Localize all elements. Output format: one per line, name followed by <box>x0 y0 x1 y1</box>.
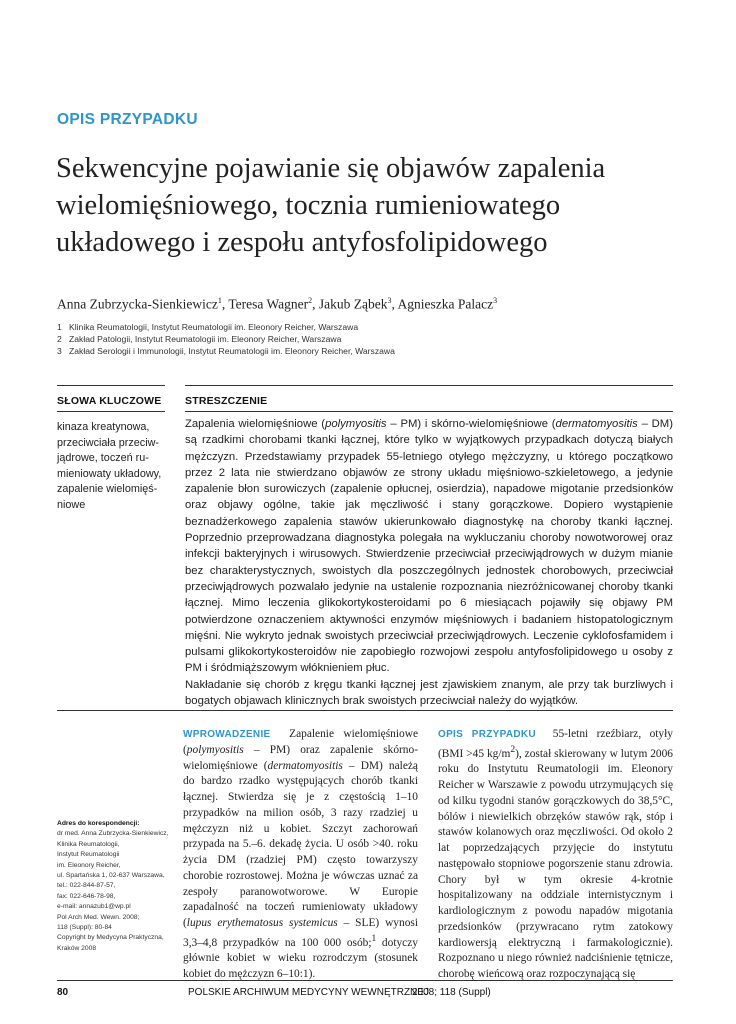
body-text: ), został skierowany w lutym 2006 roku do Instytutu Reumatologii im. Eleonory Reicher w Warszawie z powodu utrzymujących się od kilku tygodni stanów gorączkowych do 38,5°C, bólów i niewielkich obrzęków stawów rąk, stóp i stawów kolanowych oraz męczliwości. Od około 2 lat poprzedzających przyjęcie do instytutu następowało stopniowe pogorszenie stanu zdrowia. Chory był w tym okresie 4-krotnie hospitalizowany na oddziale internistycznym i kardiologicznym z powodu napadów migotania przedsionków (przywracano rytm zatokowy kardiowersją elektryczną i farmakologicznie). Rozpoznano u niego również nadciśnienie tętnicze, chorobę wieńcową oraz rozpoczynającą się <box>438 747 673 981</box>
correspondence-email: e-mail: annazub1@wp.pl <box>57 903 131 911</box>
keyword-line: niowe <box>57 498 86 511</box>
section-label: OPIS PRZYPADKU <box>57 111 198 128</box>
correspondence-line: dr med. Anna Zubrzycka-Sienkiewicz, <box>57 830 169 838</box>
footer-rule <box>57 980 673 981</box>
abstract-text: Zapalenia wielomięśniowe ( <box>185 418 326 430</box>
author-list: Anna Zubrzycka-Sienkiewicz$^1$, Teresa Wagner$^2$, Jakub Ząbek$^3$, Agnieszka Palacz$^3$ <box>57 296 498 312</box>
abstract-heading: STRESZCZENIE <box>185 395 268 407</box>
case-report-column <box>438 727 673 983</box>
affiliation-item <box>57 345 395 357</box>
affiliation-item <box>57 321 395 333</box>
case-report-heading: OPIS PRZYPADKU <box>438 729 536 740</box>
introduction-column <box>183 727 418 983</box>
correspondence-block <box>57 819 169 954</box>
abstract-bottom-rule <box>57 710 673 711</box>
author-name: Jakub Ząbek <box>318 296 388 312</box>
author-affiliation-mark: 3 <box>387 296 392 305</box>
author-name: Agnieszka Palacz <box>397 296 494 312</box>
keywords-list <box>57 420 165 514</box>
citation-mark: 1 <box>371 933 377 944</box>
correspondence-line: Klinika Reumatologii, <box>57 840 120 848</box>
affiliation-number: 2 <box>57 334 62 345</box>
correspondence-heading: Adres do korespondencji: <box>57 820 140 827</box>
abstract-top-rule <box>185 385 673 386</box>
affiliation-text: Zakład Patologii, Instytut Reumatologii im. Eleonory Reicher, Warszawa <box>69 334 342 345</box>
correspondence-line: tel.: 022-844-87-57, <box>57 882 116 890</box>
superscript: 2 <box>510 744 516 755</box>
body-text: – PM) oraz zapalenie skórno-wielomięśniowe ( <box>183 743 418 772</box>
keyword-line: jądrowe, toczeń ru- <box>57 452 149 465</box>
author-name: Teresa Wagner <box>228 296 309 312</box>
body-text: dotyczy głównie kobiet w wieku rozrodczym (stosunek kobiet do mężczyzn 6–10:1). <box>183 936 418 981</box>
abstract-body <box>185 416 673 709</box>
abstract-text: – PM) i skórno-wielomięśniowe ( <box>386 418 556 430</box>
correspondence-line: fax: 022-646-78-98, <box>57 892 116 900</box>
keyword-line: zapalenie wielomięś- <box>57 483 158 496</box>
page-number: 80 <box>57 987 69 998</box>
keywords-top-rule <box>57 385 165 386</box>
correspondence-line: Kraków 2008 <box>57 944 97 952</box>
correspondence-line: ul. Spartańska 1, 02-637 Warszawa, <box>57 872 165 880</box>
affiliation-number: 3 <box>57 346 62 357</box>
affiliation-item <box>57 333 395 345</box>
affiliation-list <box>57 321 395 358</box>
journal-name: POLSKIE ARCHIWUM MEDYCYNY WEWNĘTRZNEJ <box>188 987 429 998</box>
author-affiliation-mark: 3 <box>493 296 498 305</box>
correspondence-line: 118 (Suppl): 80-84 <box>57 924 112 932</box>
journal-issue: 2008; 118 (Suppl) <box>412 987 491 998</box>
abstract-term: polymyositis <box>325 418 387 430</box>
introduction-heading: WPROWADZENIE <box>183 729 271 740</box>
affiliation-text: Klinika Reumatologii, Instytut Reumatologii im. Eleonory Reicher, Warszawa <box>69 322 359 332</box>
body-text: – SLE) wynosi 3,3–4,8 przypadków na 100 000 osób; <box>183 917 418 949</box>
abstract-paragraph: Nakładanie się chorób z kręgu tkanki łącznej jest zjawiskiem znanym, ale przy tak burzliwych i bogatych objawach klinicznych brak swoistych przeciwciał należy do wyjątków. <box>185 678 673 708</box>
affiliation-text: Zakład Serologii i Immunologii, Instytut Reumatologii im. Eleonory Reicher, Warszawa <box>69 346 395 357</box>
keywords-heading: SŁOWA KLUCZOWE <box>57 395 162 407</box>
abstract-paragraph <box>185 416 673 677</box>
correspondence-line: Copyright by Medycyna Praktyczna, <box>57 934 164 942</box>
body-term: dermatomyositis <box>267 759 343 772</box>
abstract-term: dermatomyositis <box>555 418 638 430</box>
body-text: – DM) należą do bardzo rzadko występujących chorób tkanki łącznej. Stwierdza się je z częstością 1–10 przypadków na milion osób, 3 razy rzadziej u mężczyzn niż u kobiet. Szczyt zachorowań przypada na 5.–6. dekadę życia. U osób >40. roku życia DM (rzadziej PM) często towarzyszy chorobie rozrostowej. Można je wówczas uznać za zespoły paranowotworowe. W Europie zapadalność na toczeń rumieniowaty układowy ( <box>183 759 418 929</box>
affiliation-number: 1 <box>57 322 62 332</box>
author-affiliation-mark: 1 <box>217 296 222 305</box>
body-term: polymyositis <box>186 743 244 756</box>
body-text: Zapalenie wielomięśniowe ( <box>183 728 418 756</box>
correspondence-line: Instytut Reumatologii <box>57 851 120 859</box>
correspondence-line: Pol Arch Med. Wewn. 2008; <box>57 913 140 921</box>
keyword-line: mieniowaty układowy, <box>57 467 162 480</box>
keyword-line: przeciwciała przeciw- <box>57 436 159 449</box>
abstract-heading-rule <box>185 411 673 412</box>
body-term: lupus erythematosus systemicus <box>186 917 338 929</box>
abstract-text: – DM) są rzadkimi chorobami tkanki łącznej, które tylko w wyjątkowych przypadkach dotyczą białych mężczyzn. Przedstawiamy przypadek 55-letniego otyłego mężczyzny, u którego początkowo przez 2 lata nie stwierdzano objawów ze strony układu mięśniowo-szkieletowego, a jedynie zapalenie błon surowiczych (zapalenie opłucnej, osierdzia), napadowe migotanie przedsionków oraz objawy ogólne, takie jak męczliwość i stany gorączkowe. Dopiero wystąpienie beznadżerkowego zapalenia stawów ukierunkowało diagnostykę na choroby tkanki łącznej. Poprzednio przeprowadzana diagnostyka polegała na wykluczaniu choroby nowotworowej oraz infekcji bakteryjnych i wirusowych. Stwierdzenie przeciwciał przeciwjądrowych w dużym mianie bez charakterystycznych, swoistych dla poszczególnych jednostek chorobowych, przeciwciał przeciwjądrowych pozwalało jedynie na ustalenie rozpoznania niezróżnicowanej choroby tkanki łącznej. Mimo leczenia glikokortykosteroidami po 6 miesiącach pojawiły się objawy PM potwierdzone oznaczeniem aktywności enzymów mięśniowych i badaniem histopatologicznym mięśni. Nie wykryto jednak swoistych przeciwciał przeciwjądrowych. Leczenie cyklofosfamidem i pulsami glikokortykosteroidów nie zapobiegło rozwojowi zespołu antyfosfolipidowego u osoby z PM i śródmiąższowym włóknieniem płuc. <box>185 418 673 675</box>
article-title: Sekwencyjne pojawianie się objawów zapalenia wielomięśniowego, tocznia rumieniowatego układowego i zespołu antyfosfolipidowego <box>56 153 606 258</box>
body-text: 55-letni rzeźbiarz, otyły (BMI >45 kg/m <box>438 728 673 760</box>
correspondence-line: im. Eleonory Reicher, <box>57 861 121 869</box>
author-name: Anna Zubrzycka-Sienkiewicz <box>57 296 218 312</box>
keyword-line: kinaza kreatynowa, <box>57 421 150 433</box>
author-affiliation-mark: 2 <box>308 296 313 305</box>
keywords-heading-rule <box>57 411 165 412</box>
